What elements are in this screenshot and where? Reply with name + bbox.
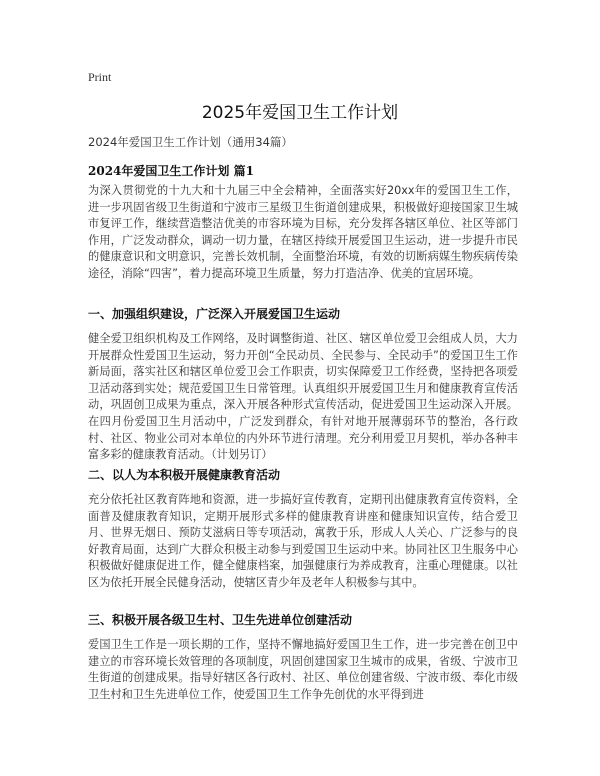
page-title: 2025年爱国卫生工作计划 <box>201 103 399 123</box>
section-body-1: 健全爱卫组织机构及工作网络，及时调整街道、社区、辖区单位爱卫会组成人员，大力开展群众性爱国卫生运动，努力开创“全民动员、全民参与、全民动手”的爱国卫生工作新局面，落实社区和辖区单位爱卫会工作职责，切实保障爱卫工作经费，坚持把各项爱卫活动落到实处；规范爱国卫生日常管理。认真组织开展爱国卫生月和健康教育宣传活动，巩固创卫成果为重点，深入开展各种形式宣传活动，促进爱国卫生运动深入开展。在四月份爱国卫生月活动中，广泛发到群众，有针对地开展薄弱环节的整治，各行政村、社区、物业公司对本单位的内外环节进行清理。充分利用爱卫月契机，举办各种丰富多彩的健康教育活动。（计划另订） <box>88 332 518 462</box>
section-heading-1: 一、加强组织建设，广泛深入开展爱国卫生运动 <box>88 307 341 321</box>
intro-paragraph: 为深入贯彻党的十九大和十九届三中全会精神，全面落实好20xx年的爱国卫生工作，进一步巩固省级卫生街道和宁波市三星级卫生街道创建成果，积极做好迎接国家卫生城市复评工作，继续营造整洁优美的市容环境为目标，充分发挥各辖区单位、社区等部门作用，广泛发动群众，调动一切力量，在辖区持续开展爱国卫生运动，进一步提升市民的健康意识和文明意识，完善长效机制，全面整治环境，有效的切断病媒生物疾病传染途径，消除“四害”，着力提高环境卫生质量，努力打造洁净、优美的宜居环境。 <box>88 184 518 280</box>
section-heading-3: 三、积极开展各级卫生村、卫生先进单位创建活动 <box>88 613 353 627</box>
section-body-3: 爱国卫生工作是一项长期的工作，坚持不懈地搞好爱国卫生工作，进一步完善在创卫中建立的市容环境长效管理的各项制度，巩固创建国家卫生城市的成果，省级、宁波市卫生街道的创建成果。指导好辖区各行政村、社区、单位创建省级、宁波市级、奉化市级卫生村和卫生先进单位工作，使爱国卫生工作争先创优的水平得到进 <box>88 638 518 701</box>
section-title: 2024年爱国卫生工作计划 篇1 <box>88 164 254 178</box>
print-label[interactable]: Print <box>88 70 112 84</box>
section-heading-2: 二、以人为本积极开展健康教育活动 <box>88 468 281 482</box>
document-subtitle: 2024年爱国卫生工作计划（通用34篇） <box>88 135 293 149</box>
section-body-2: 充分依托社区教育阵地和资源，进一步搞好宣传教育，定期刊出健康教育宣传资料，全面普及健康教育知识，定期开展形式多样的健康教育讲座和健康知识宣传，结合爱卫月、世界无烟日、预防艾滋病日等专项活动，寓教于乐，形成人人关心、广泛参与的良好教育局面，达到广大群众积极主动参与到爱国卫生运动中来。协同社区卫生服务中心积极做好健康促进工作，健全健康档案，加强健康行为养成教育，注重心理健康。以社区为依托开展全民健身活动，使辖区青少年及老年人积极参与其中。 <box>88 493 518 589</box>
